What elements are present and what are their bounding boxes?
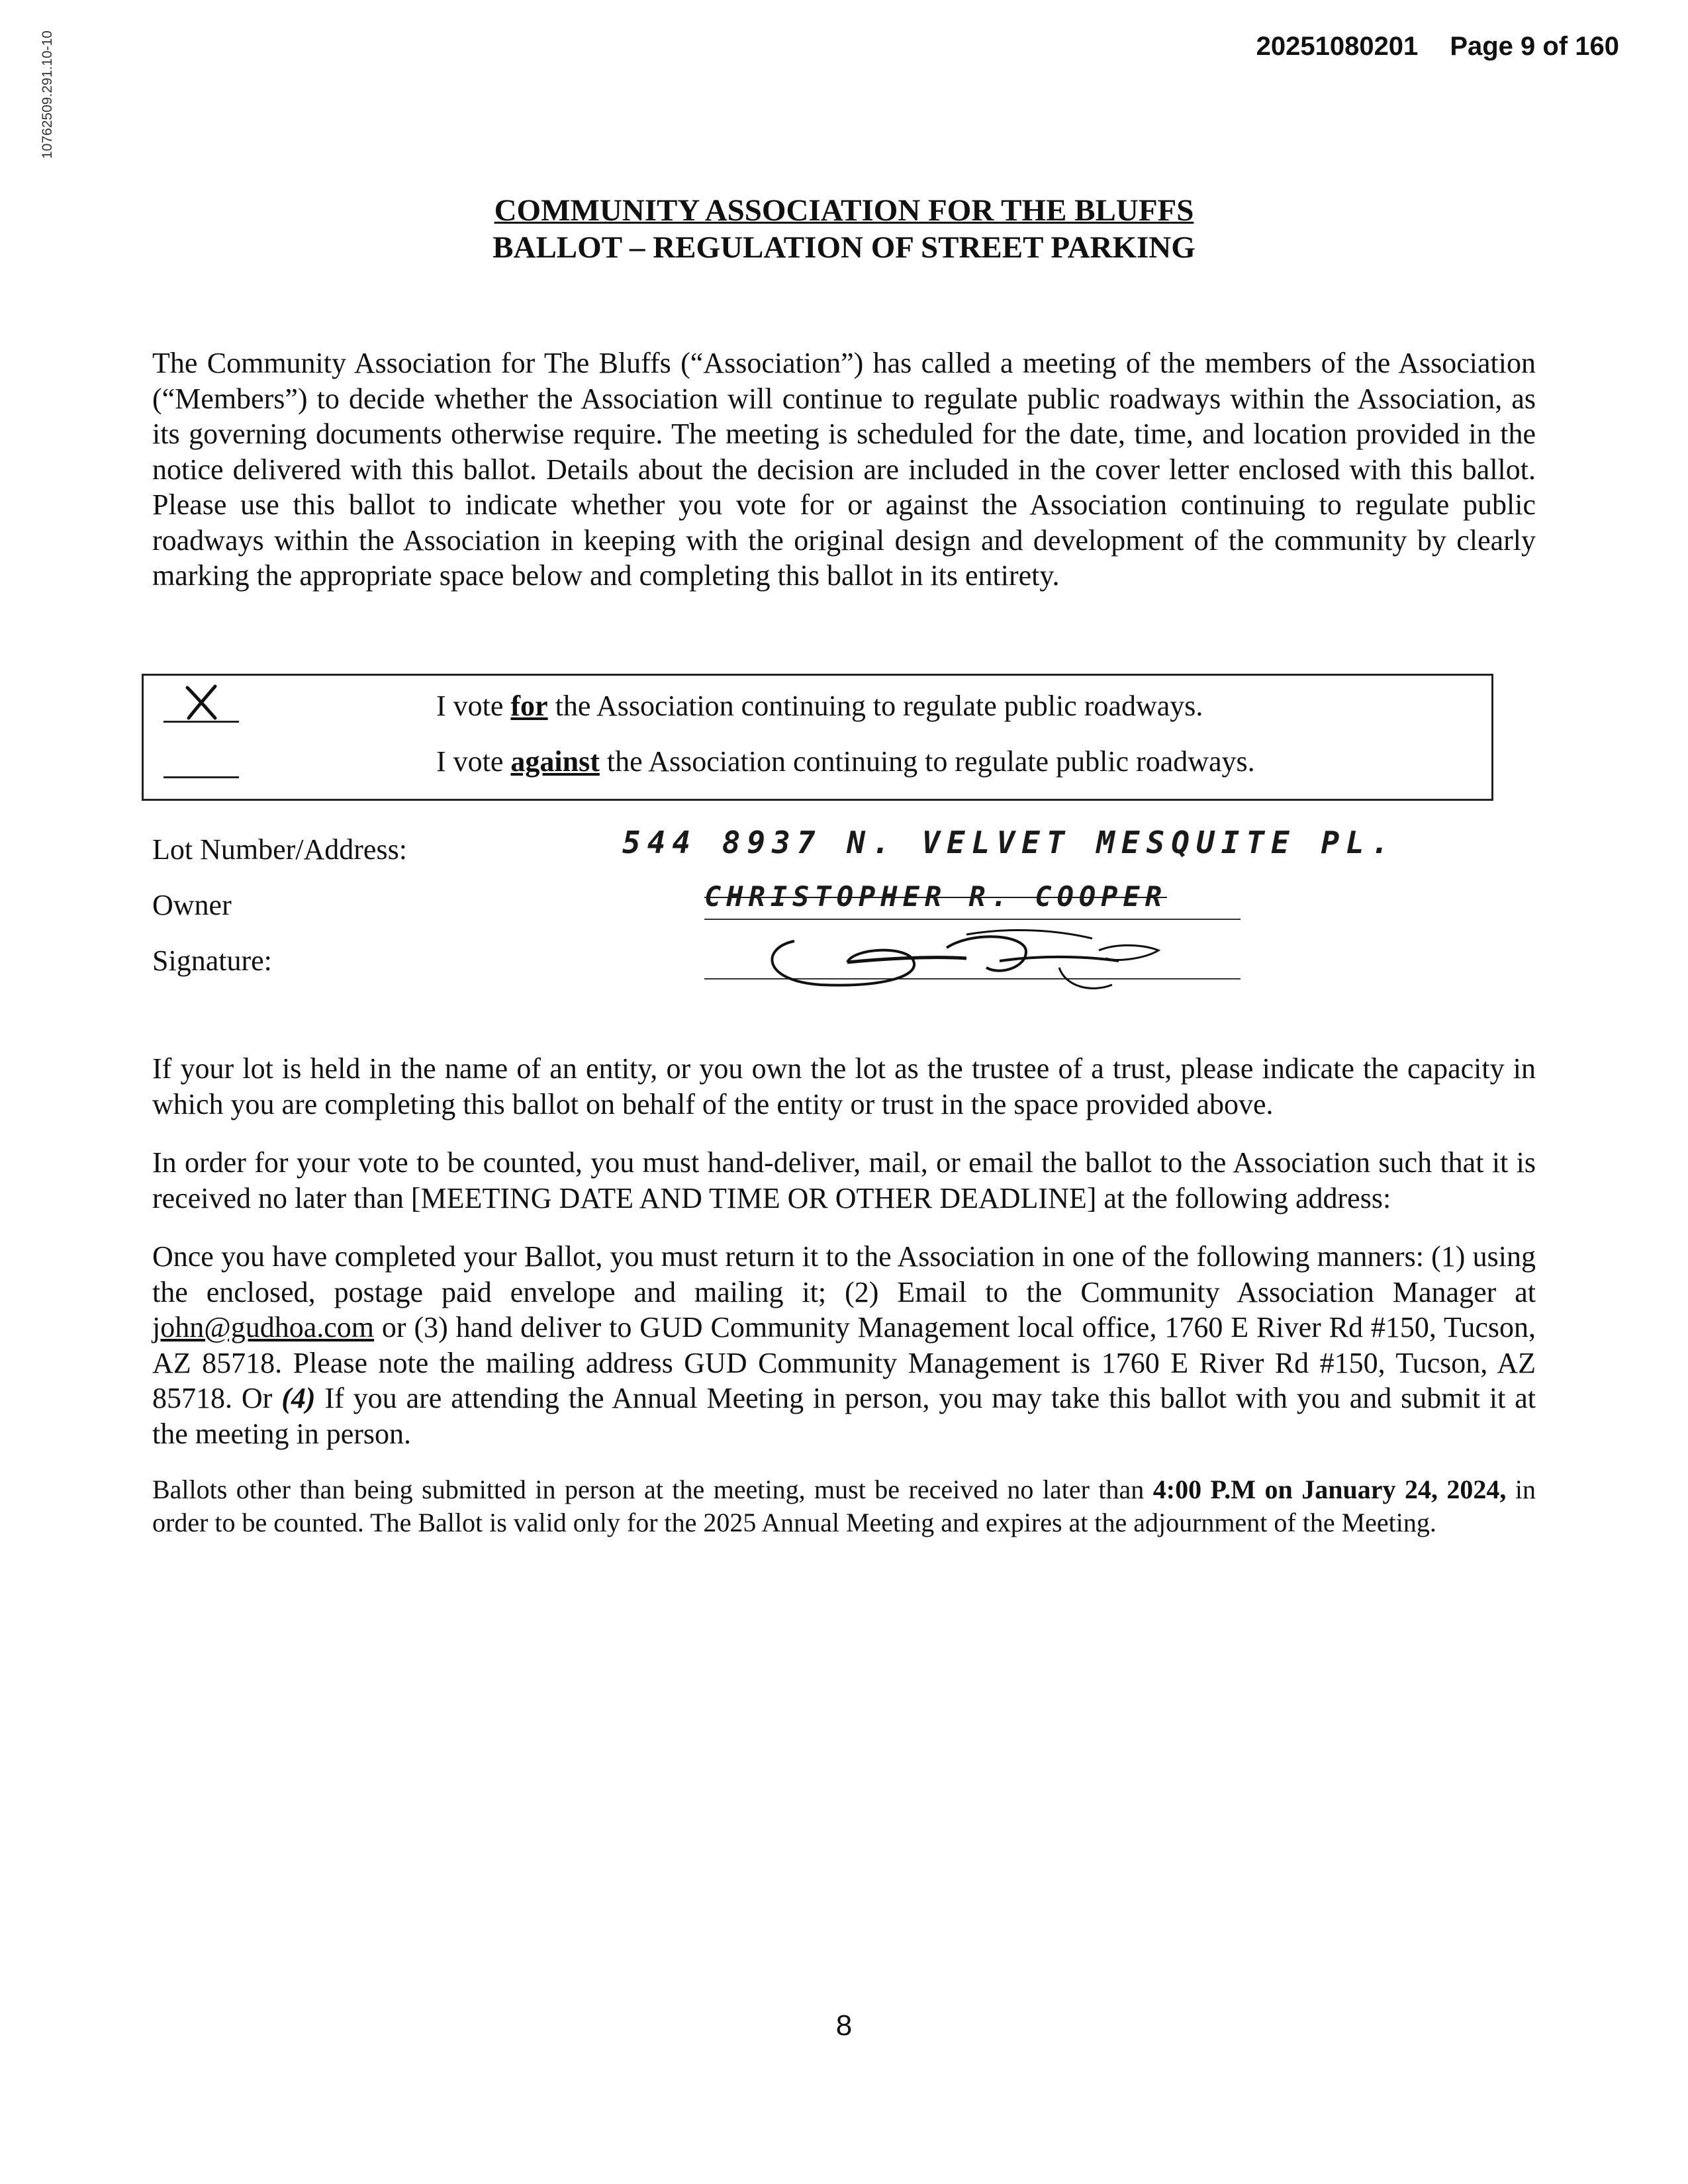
option-4-marker: (4) [281,1382,316,1414]
side-stamp: 10762509.291.10-10 [40,30,55,159]
lot-address-value[interactable]: 544 8937 N. VELVET MESQUITE PL. [622,825,1396,860]
vote-against-text: I vote against the Association continuing to regulate public roadways. [436,745,1255,778]
x-mark-icon [182,684,222,722]
vote-for-text: I vote for the Association continuing to regulate public roadways. [436,690,1203,722]
deadline-paragraph: Ballots other than being submitted in person at the meeting, must be received no later than 4:00 P.M on January 24, 2024, in order to be counted. The Ballot is valid only for the 2025 Annual Meeting and expires at the adjournment of the Meeting. [152,1475,1536,1537]
vote-against-keyword: against [510,745,600,778]
vote-for-keyword: for [510,690,548,722]
vote-box [142,674,1493,801]
signature-image[interactable] [748,921,1211,994]
entity-paragraph: If your lot is held in the name of an entity, or you own the lot as the trustee of a trust, please indicate the capacity in which you are completing this ballot on behalf of the entity or trust in the space provided above. [152,1052,1536,1120]
title-line-2: BALLOT – REGULATION OF STREET PARKING [492,230,1196,265]
vote-against-checkbox-line[interactable] [164,776,239,778]
signature-label: Signature: [152,944,272,977]
page-number: 8 [835,2009,853,2042]
lot-address-label: Lot Number/Address: [152,833,407,866]
page-counter: Page 9 of 160 [1450,32,1619,61]
document-number: 20251080201 [1256,32,1419,61]
manager-email-link[interactable]: john@gudhoa.com [152,1311,375,1343]
title-line-1: COMMUNITY ASSOCIATION FOR THE BLUFFS [494,193,1194,228]
intro-paragraph: The Community Association for The Bluffs (“Association”) has called a meeting of the members of the Association (“Members”) to decide whether the Association will continue to regulate public roadways within the Association, as its governing documents otherwise require. The meeting is scheduled for the date, time, and location provided in the notice delivered with this ballot. Details about the decision are included in the cover letter enclosed with this ballot. Please use this ballot to indicate whether you vote for or against the Association continuing to regulate public roadways within the Association in keeping with the original design and development of the community by clearly marking the appropriate space below and completing this ballot in its entirety. [152,347,1536,592]
delivery-paragraph: In order for your vote to be counted, you must hand-deliver, mail, or email the ballot to the Association such that it is received no later than [MEETING DATE AND TIME OR OTHER DEADLINE] at the following address: [152,1146,1536,1214]
document-header [1256,32,1619,62]
owner-label: Owner [152,889,232,921]
owner-value[interactable]: CHRISTOPHER R. COOPER [704,880,1168,913]
vote-option-against [144,743,1491,783]
deadline-date: 4:00 P.M on January 24, 2024, [1152,1475,1507,1504]
document-title [0,192,1688,266]
owner-line [704,919,1241,920]
return-paragraph: Once you have completed your Ballot, you must return it to the Association in one of the following manners: (1) using the enclosed, postage paid envelope and mailing it; (2) Email to the Community Association Manager at john@gudhoa.com or (3) hand deliver to GUD Community Management local office, 1760 E River Rd #150, Tucson, AZ 85718. Please note the mailing address GUD Community Management is 1760 E River Rd #150, Tucson, AZ 85718. Or (4) If you are attending the Annual Meeting in person, you may take this ballot with you and submit it at the meeting in person. [152,1240,1536,1450]
vote-option-for [144,688,1491,727]
